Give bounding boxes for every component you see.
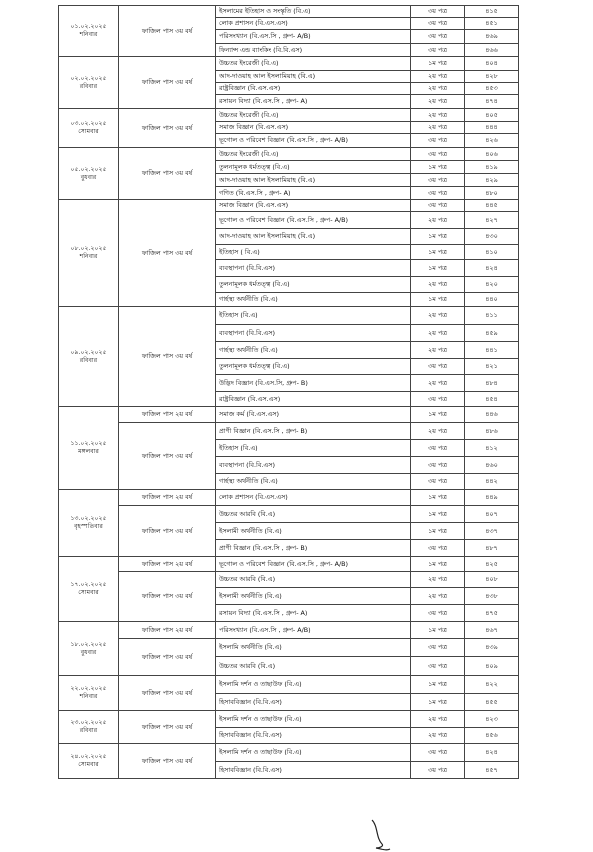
routine-body bbox=[59, 6, 519, 779]
class-year: ফাজিল পাস ৩য় বর্ষ bbox=[119, 676, 216, 711]
paper-number: ৩য় পত্র bbox=[411, 148, 465, 161]
subject-code: ৪২৫ bbox=[465, 557, 519, 572]
table-row bbox=[59, 639, 519, 657]
subject-name: পরিসংখ্যান (বি.এস.সি , গ্রুপ- A/B) bbox=[216, 622, 411, 639]
subject-name: গার্হস্থ্য অর্থনীতি (বি.এ) bbox=[216, 342, 411, 359]
exam-weekday: রবিবার bbox=[79, 82, 98, 90]
table-row bbox=[59, 148, 519, 161]
subject-name: ইতিহাস ( বি.এ) bbox=[216, 245, 411, 260]
subject-name: ব্যবস্থাপনা (বি.বি.এস) bbox=[216, 325, 411, 342]
paper-number: ৩য় পত্র bbox=[411, 134, 465, 148]
exam-weekday: রবিবার bbox=[79, 356, 98, 364]
subject-name: প্রাণী বিজ্ঞান (বি.এস.সি , গ্রুপ- B) bbox=[216, 423, 411, 440]
paper-number: ৩য় পত্র bbox=[411, 457, 465, 474]
paper-number: ২য় পত্র bbox=[411, 375, 465, 392]
exam-weekday: শনিবার bbox=[79, 253, 98, 260]
exam-weekday: শনিবার bbox=[79, 693, 98, 700]
table-row bbox=[59, 572, 519, 588]
paper-number: ৩য় পত্র bbox=[411, 744, 465, 762]
subject-name: তুলনামূলক ধর্মতত্ত্ব (বি.এ) bbox=[216, 161, 411, 174]
subject-code: ৪৬০ bbox=[465, 457, 519, 474]
subject-code: ৪২৭ bbox=[465, 212, 519, 229]
exam-date-cell bbox=[59, 6, 119, 57]
subject-name: সমাজ কর্ম (বি.এস.এস) bbox=[216, 407, 411, 423]
exam-date: ০৩.০২.২০২৫ bbox=[70, 120, 107, 128]
class-year: ফাজিল পাস ৩য় বর্ষ bbox=[119, 711, 216, 744]
signature-mark bbox=[368, 818, 394, 852]
exam-date-cell bbox=[59, 557, 119, 622]
subject-name: ইসলামী অর্থনীতি (বি.এ) bbox=[216, 588, 411, 605]
subject-name: রসায়ন বিদ্যা (বি.এস.সি , গ্রুপ- A) bbox=[216, 605, 411, 622]
table-row bbox=[59, 200, 519, 212]
paper-number: ৩য় পত্র bbox=[411, 6, 465, 18]
exam-date: ১৩.০২.২০২৫ bbox=[70, 515, 107, 523]
paper-number: ২য় পত্র bbox=[411, 711, 465, 728]
exam-weekday: বুধবার bbox=[80, 173, 97, 181]
subject-name: উচ্চতর ইংরেজী (বি.এ) bbox=[216, 57, 411, 71]
exam-routine-table bbox=[58, 5, 519, 779]
subject-code: ৪৫৯ bbox=[465, 325, 519, 342]
subject-code: ৪২৬ bbox=[465, 134, 519, 148]
subject-code: ৪৩৮ bbox=[465, 588, 519, 605]
subject-code: ৪৪০ bbox=[465, 293, 519, 307]
paper-number: ৩য় পত্র bbox=[411, 30, 465, 44]
table-row bbox=[59, 557, 519, 572]
paper-number: ৩য় পত্র bbox=[411, 359, 465, 375]
subject-name: উচ্চতর আরবি (বি.এ) bbox=[216, 657, 411, 676]
subject-name: তুলনামূলক ধর্মতত্ত্ব (বি.এ) bbox=[216, 277, 411, 293]
paper-number: ৩য় পত্র bbox=[411, 174, 465, 187]
paper-number: ৩য় পত্র bbox=[411, 187, 465, 200]
subject-code: ৪৬৭ bbox=[465, 622, 519, 639]
subject-code: ৪২৮ bbox=[465, 71, 519, 83]
subject-code: ৪২১ bbox=[465, 359, 519, 375]
paper-number: ১ম পত্র bbox=[411, 260, 465, 277]
subject-name: ইসলামি অর্থনীতি (বি.এ) bbox=[216, 639, 411, 657]
table-row bbox=[59, 744, 519, 762]
subject-name: লোক প্রশাসন (বি.এস.এস) bbox=[216, 490, 411, 506]
class-year: ফাজিল পাস ৩য় বর্ষ bbox=[119, 6, 216, 57]
class-year: ফাজিল পাস ৩য় বর্ষ bbox=[119, 639, 216, 676]
subject-code: ৪১৫ bbox=[465, 6, 519, 18]
subject-name: উচ্চতর আরবি (বি.এ) bbox=[216, 572, 411, 588]
subject-name: গণিত (বি.এস.সি , গ্রুপ- A) bbox=[216, 187, 411, 200]
table-row bbox=[59, 109, 519, 122]
exam-date-cell bbox=[59, 148, 119, 200]
subject-name: ব্যবস্থাপনা (বি.বি.এস) bbox=[216, 260, 411, 277]
subject-name: গার্হস্থ্য অর্থনীতি (বি.এ) bbox=[216, 474, 411, 490]
subject-code: ৪৪৫ bbox=[465, 200, 519, 212]
exam-weekday: মঙ্গলবার bbox=[78, 448, 99, 455]
subject-name: পরিসংখ্যান (বি.এস.সি , গ্রুপ- A/B) bbox=[216, 30, 411, 44]
subject-code: ৪৬৬ bbox=[465, 44, 519, 57]
paper-number: ১ম পত্র bbox=[411, 557, 465, 572]
exam-date-cell bbox=[59, 109, 119, 148]
table-row bbox=[59, 407, 519, 423]
exam-date: ২৪.০২.২০২৫ bbox=[70, 753, 107, 761]
subject-code: ৪০৯ bbox=[465, 657, 519, 676]
exam-date: ০২.০২.২০২৫ bbox=[70, 74, 107, 82]
subject-name: প্রাণী বিজ্ঞান (বি.এস.সি , গ্রুপ- B) bbox=[216, 540, 411, 557]
subject-code: ৪৭৫ bbox=[465, 605, 519, 622]
exam-weekday: সোমবার bbox=[78, 589, 99, 596]
table-row bbox=[59, 676, 519, 694]
subject-code: ৪০৭ bbox=[465, 506, 519, 523]
subject-code: ৪২২ bbox=[465, 676, 519, 694]
subject-code: ৪৪২ bbox=[465, 474, 519, 490]
subject-code: ৪০৬ bbox=[465, 148, 519, 161]
exam-date: ০৫.০২.২০২৫ bbox=[70, 165, 107, 173]
exam-weekday: রবিবার bbox=[79, 727, 98, 734]
table-row bbox=[59, 622, 519, 639]
paper-number: ২য় পত্র bbox=[411, 728, 465, 744]
subject-name: ভূগোল ও পরিবেশ বিজ্ঞান (বি.এস.সি , গ্রুপ- A/B) bbox=[216, 134, 411, 148]
exam-date-cell bbox=[59, 307, 119, 407]
subject-name: তুলনামূলক ধর্মতত্ত্ব (বি.এ) bbox=[216, 359, 411, 375]
exam-date: ০৮.০২.২০২৫ bbox=[70, 245, 107, 253]
subject-name: সমাজ বিজ্ঞান (বি.এস.এস) bbox=[216, 200, 411, 212]
paper-number: ১ম পত্র bbox=[411, 676, 465, 694]
paper-number: ৩য় পত্র bbox=[411, 44, 465, 57]
exam-date-cell bbox=[59, 676, 119, 711]
exam-date: ২২.০২.২০২৫ bbox=[70, 685, 107, 693]
subject-name: ইতিহাস (বি.এ) bbox=[216, 307, 411, 325]
subject-name: উচ্চতর ইংরেজী (বি.এ) bbox=[216, 148, 411, 161]
subject-code: ৪৭৪ bbox=[465, 95, 519, 109]
table-row bbox=[59, 711, 519, 728]
subject-code: ৪১০ bbox=[465, 245, 519, 260]
subject-code: ৪৮৭ bbox=[465, 540, 519, 557]
exam-date-cell bbox=[59, 622, 119, 676]
exam-weekday: সোমবার bbox=[78, 761, 99, 768]
paper-number: ৩য় পত্র bbox=[411, 18, 465, 30]
paper-number: ৩য় পত্র bbox=[411, 440, 465, 457]
subject-code: ৪৮০ bbox=[465, 187, 519, 200]
paper-number: ১ম পত্র bbox=[411, 407, 465, 423]
subject-code: ৪৪৯ bbox=[465, 490, 519, 506]
subject-code: ৪৪১ bbox=[465, 342, 519, 359]
exam-date-cell bbox=[59, 407, 119, 490]
subject-name: রাষ্ট্রবিজ্ঞান (বি.এস.এস) bbox=[216, 392, 411, 407]
subject-code: ৪২৪ bbox=[465, 260, 519, 277]
table-row bbox=[59, 490, 519, 506]
exam-date: ১১.০২.২০২৫ bbox=[70, 440, 107, 448]
exam-date: ০৯.০২.২০২৫ bbox=[70, 348, 107, 356]
subject-name: ইসলামি দর্শন ও তাছাউফ (বি.এ) bbox=[216, 676, 411, 694]
subject-code: ৪২০ bbox=[465, 277, 519, 293]
subject-code: ৪৬৯ bbox=[465, 30, 519, 44]
subject-name: হিসাববিজ্ঞান (বি.বি.এস) bbox=[216, 694, 411, 711]
paper-number: ১ম পত্র bbox=[411, 506, 465, 523]
subject-name: ইসলামি দর্শন ও তাছাউফ (বি.এ) bbox=[216, 711, 411, 728]
subject-code: ৪৩০ bbox=[465, 229, 519, 245]
subject-code: ৪২৩ bbox=[465, 711, 519, 728]
exam-date-cell bbox=[59, 57, 119, 109]
exam-date: ১৮.০২.২০২৫ bbox=[70, 640, 107, 648]
subject-code: ৪৫৬ bbox=[465, 728, 519, 744]
subject-name: ইসলামী অর্থনীতি (বি.এ) bbox=[216, 523, 411, 540]
paper-number: ৩য় পত্র bbox=[411, 657, 465, 676]
paper-number: ২য় পত্র bbox=[411, 342, 465, 359]
table-row bbox=[59, 6, 519, 18]
paper-number: ২য় পত্র bbox=[411, 277, 465, 293]
subject-name: উদ্ভিদ বিজ্ঞান (বি.এস.সি, গ্রুপ- B) bbox=[216, 375, 411, 392]
subject-code: ৪৩৯ bbox=[465, 639, 519, 657]
subject-code: ৪৫৭ bbox=[465, 762, 519, 779]
paper-number: ৩য় পত্র bbox=[411, 540, 465, 557]
subject-code: ৪০৫ bbox=[465, 109, 519, 122]
subject-code: ৪৫৫ bbox=[465, 694, 519, 711]
table-row bbox=[59, 506, 519, 523]
subject-name: গার্হস্থ্য অর্থনীতি (বি.এ) bbox=[216, 293, 411, 307]
subject-code: ৪০৮ bbox=[465, 572, 519, 588]
subject-name: ব্যবস্থাপনা (বি.বি.এস) bbox=[216, 457, 411, 474]
subject-name: ইতিহাস (বি.এ) bbox=[216, 440, 411, 457]
subject-name: ফিন্যান্স এন্ড ব্যাংকিং (বি.বি.এস) bbox=[216, 44, 411, 57]
paper-number: ৩য় পত্র bbox=[411, 639, 465, 657]
paper-number: ১ম পত্র bbox=[411, 694, 465, 711]
paper-number: ৩য় পত্র bbox=[411, 474, 465, 490]
paper-number: ২য় পত্র bbox=[411, 572, 465, 588]
exam-weekday: বৃহস্পতিবার bbox=[74, 523, 103, 530]
class-year: ফাজিল পাস ৩য় বর্ষ bbox=[119, 57, 216, 109]
paper-number: ২য় পত্র bbox=[411, 83, 465, 95]
exam-date: ০১.০২.২০২৫ bbox=[70, 23, 107, 31]
exam-date: ১৭.০২.২০২৫ bbox=[70, 581, 107, 589]
subject-name: ভূগোল ও পরিবেশ বিজ্ঞান (বি.এস.সি , গ্রুপ- A/B) bbox=[216, 212, 411, 229]
class-year: ফাজিল পাস ৩য় বর্ষ bbox=[119, 506, 216, 557]
paper-number: ৩য় পত্র bbox=[411, 762, 465, 779]
paper-number: ২য় পত্র bbox=[411, 325, 465, 342]
paper-number: ২য় পত্র bbox=[411, 588, 465, 605]
subject-name: রসায়ন বিদ্যা (বি.এস.সি , গ্রুপ- A) bbox=[216, 95, 411, 109]
paper-number: ১ম পত্র bbox=[411, 523, 465, 540]
exam-weekday: শনিবার bbox=[79, 31, 98, 38]
paper-number: ৩য় পত্র bbox=[411, 392, 465, 407]
subject-name: উচ্চতর আরবি (বি.এ) bbox=[216, 506, 411, 523]
class-year: ফাজিল পাস ৩য় বর্ষ bbox=[119, 200, 216, 307]
paper-number: ২য় পত্র bbox=[411, 95, 465, 109]
paper-number: ১ম পত্র bbox=[411, 57, 465, 71]
subject-name: লোক প্রশাসন (বি.এস.এস) bbox=[216, 18, 411, 30]
class-year: ফাজিল পাস ২য় বর্ষ bbox=[119, 557, 216, 572]
exam-weekday: সোমবার bbox=[78, 128, 99, 135]
subject-code: ৪৫৪ bbox=[465, 392, 519, 407]
paper-number: ৩য় পত্র bbox=[411, 605, 465, 622]
subject-code: ৪২৯ bbox=[465, 174, 519, 187]
paper-number: ১ম পত্র bbox=[411, 490, 465, 506]
subject-name: হিসাববিজ্ঞান (বি.বি.এস) bbox=[216, 762, 411, 779]
class-year: ফাজিল পাস ৩য় বর্ষ bbox=[119, 423, 216, 490]
class-year: ফাজিল পাস ২য় বর্ষ bbox=[119, 622, 216, 639]
subject-code: ৪১২ bbox=[465, 440, 519, 457]
subject-code: ৪১৯ bbox=[465, 161, 519, 174]
table-row bbox=[59, 307, 519, 325]
subject-code: ৪৫১ bbox=[465, 18, 519, 30]
class-year: ফাজিল পাস ৩য় বর্ষ bbox=[119, 572, 216, 622]
paper-number: ১ম পত্র bbox=[411, 622, 465, 639]
subject-code: ৪২৪ bbox=[465, 744, 519, 762]
subject-name: রাষ্ট্রবিজ্ঞান (বি.এস.এস) bbox=[216, 83, 411, 95]
subject-name: ইসলামের ইতিহাস ও সংস্কৃতি (বি.এ) bbox=[216, 6, 411, 18]
subject-name: ভূগোল ও পরিবেশ বিজ্ঞান (বি.এস.সি , গ্রুপ- A/B) bbox=[216, 557, 411, 572]
exam-date-cell bbox=[59, 490, 119, 557]
subject-name: উচ্চতর ইংরেজী (বি.এ) bbox=[216, 109, 411, 122]
paper-number: ২য় পত্র bbox=[411, 212, 465, 229]
class-year: ফাজিল পাস ৩য় বর্ষ bbox=[119, 109, 216, 148]
paper-number: ২য় পত্র bbox=[411, 307, 465, 325]
subject-code: ৪৮৪ bbox=[465, 375, 519, 392]
subject-name: আদ-দাওয়াহ আল ইসলামিয়াহ (বি.এ) bbox=[216, 71, 411, 83]
paper-number: ৩য় পত্র bbox=[411, 200, 465, 212]
paper-number: ২য় পত্র bbox=[411, 71, 465, 83]
subject-name: হিসাববিজ্ঞান (বি.বি.এস) bbox=[216, 728, 411, 744]
table-row bbox=[59, 57, 519, 71]
paper-number: ১ম পত্র bbox=[411, 245, 465, 260]
subject-code: ৪৫৩ bbox=[465, 83, 519, 95]
subject-name: ইসলামি দর্শন ও তাছাউফ (বি.এ) bbox=[216, 744, 411, 762]
paper-number: ১ম পত্র bbox=[411, 229, 465, 245]
paper-number: ২য় পত্র bbox=[411, 122, 465, 134]
subject-name: আদ-দাওয়াহ আল ইসলামিয়াহ (বি.এ) bbox=[216, 229, 411, 245]
exam-date-cell bbox=[59, 744, 119, 779]
paper-number: ১ম পত্র bbox=[411, 161, 465, 174]
subject-code: ৪৩৭ bbox=[465, 523, 519, 540]
class-year: ফাজিল পাস ২য় বর্ষ bbox=[119, 490, 216, 506]
paper-number: ১ম পত্র bbox=[411, 293, 465, 307]
subject-code: ৪৪৪ bbox=[465, 122, 519, 134]
exam-date: ২৩.০২.২০২৫ bbox=[70, 719, 107, 727]
class-year: ফাজিল পাস ৩য় বর্ষ bbox=[119, 307, 216, 407]
paper-number: ২য় পত্র bbox=[411, 423, 465, 440]
subject-code: ৪৮৬ bbox=[465, 423, 519, 440]
class-year: ফাজিল পাস ৩য় বর্ষ bbox=[119, 148, 216, 200]
subject-name: সমাজ বিজ্ঞান (বি.এস.এস) bbox=[216, 122, 411, 134]
subject-name: আদ-দাওয়াহ আল ইসলামিয়াহ (বি.এ) bbox=[216, 174, 411, 187]
exam-weekday: বুধবার bbox=[80, 648, 97, 656]
exam-date-cell bbox=[59, 200, 119, 307]
table-row bbox=[59, 423, 519, 440]
exam-date-cell bbox=[59, 711, 119, 744]
class-year: ফাজিল পাস ৩য় বর্ষ bbox=[119, 744, 216, 779]
subject-code: ৪৪৬ bbox=[465, 407, 519, 423]
subject-code: ৪০৪ bbox=[465, 57, 519, 71]
class-year: ফাজিল পাস ২য় বর্ষ bbox=[119, 407, 216, 423]
subject-code: ৪১১ bbox=[465, 307, 519, 325]
paper-number: ২য় পত্র bbox=[411, 109, 465, 122]
